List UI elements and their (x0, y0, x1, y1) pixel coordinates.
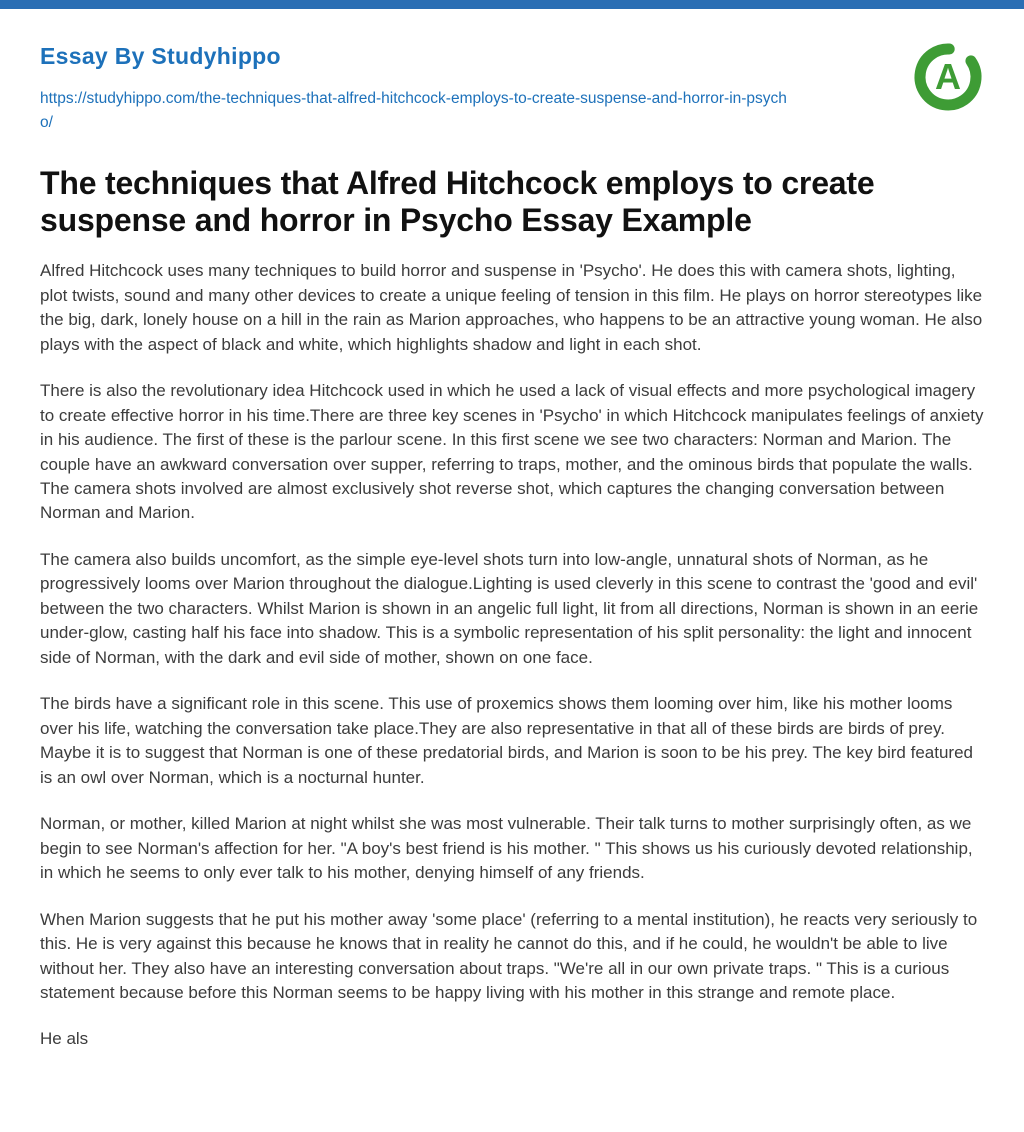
essay-paragraph-3: The camera also builds uncomfort, as the simple eye-level shots turn into low-angle, unnatural shots of Norman, as he progressively looms over Marion throughout the dialogue.Lighting is used cleverly in this scene to contrast the 'good and evil' between the two characters. Whilst Marion is shown in an angelic full light, lit from all directions, Norman is shown in an eerie under-glow, casting half his face into shadow. This is a symbolic representation of his split personality: the light and innocent side of Norman, with the dark and evil side of mother, shown on one face. (40, 549, 979, 667)
top-accent-bar (0, 0, 1024, 9)
header-text-block (40, 43, 984, 135)
essay-paragraph-2: There is also the revolutionary idea Hitchcock used in which he used a lack of visual effects and more psychological imagery to create effective horror in his time.There are three key scenes in 'Psycho' in which Hitchcock manipulates feelings of anxiety in his audience. The first of these is the parlour scene. In this first scene we see two characters: Norman and Marion. The couple have an awkward conversation over supper, referring to traps, mother, and the ominous birds that populate the walls. The camera shots involved are almost exclusively shot reverse shot, which captures the changing conversation between Norman and Marion. (40, 381, 984, 523)
site-title: Essay By Studyhippo (40, 43, 281, 69)
essay-paragraph-4: The birds have a significant role in this scene. This use of proxemics shows them looming over him, like his mother looms over his life, watching the conversation take place.They are also representative in that all of these birds are birds of prey. Maybe it is to suggest that Norman is one of these predatorial birds, and Marion is soon to be his prey. The key bird featured is an owl over Norman, which is a nocturnal hunter. (40, 694, 973, 787)
essay-article (0, 143, 1024, 1052)
logo-letter: A (935, 56, 961, 97)
essay-paragraph-6: When Marion suggests that he put his mother away 'some place' (referring to a mental institution), he reacts very seriously to this. He is very against this because he knows that in reality he cannot do this, and if he could, he wouldn't be able to live without her. They also have an interesting conversation about traps. "We're all in our own private traps. " This is a curious statement because before this Norman seems to be happy living with his mother in this strange and remote place. (40, 909, 978, 1002)
page-header (0, 9, 1024, 143)
studyhippo-logo-icon (912, 41, 984, 113)
article-title: The techniques that Alfred Hitchcock employs to create suspense and horror in Psycho Essay Example (40, 165, 875, 239)
essay-paragraph-5: Norman, or mother, killed Marion at night whilst she was most vulnerable. Their talk turns to mother surprisingly often, as we begin to see Norman's affection for her. "A boy's best friend is his mother. " This shows us his curiously devoted relationship, in which he seems to only ever talk to his mother, denying himself of any friends. (40, 814, 973, 883)
page-url-link[interactable]: https://studyhippo.com/the-techniques-that-alfred-hitchcock-employs-to-create-suspense-and-horror-in-psycho/ (40, 90, 787, 132)
essay-paragraph-7: He als (40, 1029, 89, 1049)
essay-paragraph-1: Alfred Hitchcock uses many techniques to build horror and suspense in 'Psycho'. He does this with camera shots, lighting, plot twists, sound and many other devices to create a unique feeling of tension in this film. He plays on horror stereotypes like the big, dark, lonely house on a hill in the rain as Marion approaches, who happens to be an attractive young woman. He also plays with the aspect of black and white, which highlights shadow and light in each shot. (40, 261, 983, 354)
